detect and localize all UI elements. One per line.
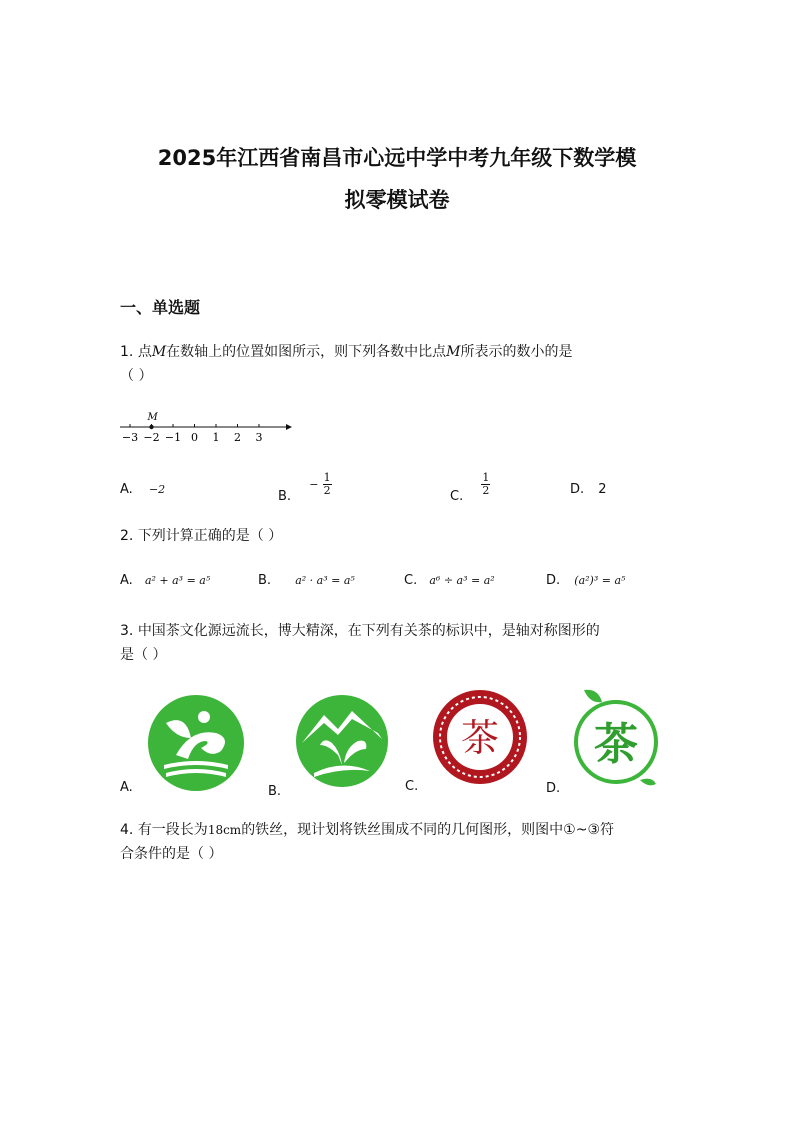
- q2-option-b[interactable]: [258, 573, 355, 588]
- question-number: 3.: [120, 623, 134, 639]
- page-title: 2025年江西省南昌市心远中学中考九年级下数学模: [157, 146, 637, 170]
- number-line-tick-label: 0: [191, 431, 198, 444]
- q3-option-b-label: B.: [268, 784, 282, 799]
- fraction: [481, 472, 490, 497]
- logo-b-circle: [296, 695, 388, 787]
- option-letter: C.: [404, 573, 418, 588]
- fraction-numerator: 1: [482, 471, 490, 484]
- number-line: [118, 404, 298, 446]
- q3-option-a-label: A.: [120, 780, 133, 795]
- tea-logo-a[interactable]: [146, 693, 246, 793]
- number-line-tick-label: 1: [212, 431, 220, 444]
- q3-option-d-label: D.: [546, 781, 561, 796]
- number-line-tick-label: 3: [255, 431, 263, 444]
- question-text: 在数轴上的位置如图所示，则下列各数中比点: [166, 344, 447, 360]
- number-line-tick-label: 2: [234, 431, 241, 444]
- option-letter: D.: [546, 573, 561, 588]
- number-line-arrow: [286, 424, 292, 430]
- tea-logo-b[interactable]: [294, 693, 390, 789]
- variable-m: M: [151, 344, 167, 360]
- option-expression: a² + a³ = a⁵: [144, 574, 211, 587]
- fraction-numerator: 1: [323, 471, 331, 484]
- q1-option-c[interactable]: [450, 471, 490, 504]
- question-2: [120, 524, 282, 548]
- fraction-denominator: 2: [482, 484, 490, 497]
- variable-m: M: [446, 344, 461, 360]
- q2-option-c[interactable]: [404, 573, 495, 588]
- option-expression: a⁶ ÷ a³ = a²: [429, 574, 495, 587]
- point-m: [149, 425, 153, 429]
- logo-c-glyph: 茶: [460, 716, 500, 760]
- number-line-tick-label: −1: [164, 431, 182, 444]
- q1-option-a[interactable]: [120, 482, 165, 497]
- q2-option-a[interactable]: [120, 573, 210, 588]
- option-letter: A.: [120, 482, 133, 497]
- question-number: 1.: [120, 344, 134, 360]
- question-number: 4.: [120, 822, 134, 838]
- question-number: 2.: [120, 528, 134, 544]
- logo-d-leaf-bottom: [640, 779, 656, 786]
- tea-logo-c[interactable]: [432, 689, 528, 785]
- logo-d-glyph: 茶: [594, 719, 638, 770]
- q3-option-c-label: C.: [405, 779, 419, 794]
- option-expression: a² · a³ = a⁵: [295, 574, 355, 587]
- option-value: 2: [598, 482, 607, 497]
- option-value: −2: [148, 483, 166, 496]
- option-letter: B.: [278, 489, 292, 504]
- option-expression: (a²)³ = a⁵: [574, 574, 626, 587]
- answer-paren: （ ）: [120, 368, 153, 384]
- tea-logo-d[interactable]: [568, 684, 668, 790]
- q2-option-d[interactable]: [546, 573, 625, 588]
- question-4: [120, 818, 680, 842]
- question-text: 所表示的数小的是: [460, 344, 573, 360]
- question-text: 点: [137, 344, 152, 360]
- page-title-line2: 拟零模试卷: [344, 188, 450, 212]
- question-text: 下列计算正确的是（ ）: [137, 528, 283, 544]
- question-text: 有一段长为: [137, 822, 208, 838]
- option-letter: C.: [450, 489, 464, 504]
- question-3: [120, 619, 600, 643]
- question-text: 中国茶文化源远流长，博大精深，在下列有关茶的标识中，是轴对称图形的: [137, 623, 600, 639]
- fraction-denominator: 2: [323, 484, 331, 497]
- question-1: [120, 340, 680, 364]
- number-line-tick-label: −2: [143, 431, 160, 444]
- question-text: 的铁丝，现计划将铁丝围成不同的几何图形，则图中①~③符: [241, 822, 615, 838]
- option-letter: D.: [570, 482, 585, 497]
- point-m-label: M: [147, 412, 158, 423]
- length-value: 18cm: [207, 823, 242, 837]
- question-3-line2: 是（ ）: [120, 647, 167, 663]
- logo-a-head: [198, 711, 210, 723]
- q1-option-d[interactable]: [570, 482, 607, 497]
- section-heading: 一、单选题: [120, 298, 201, 317]
- option-letter: A.: [120, 573, 133, 588]
- option-sign: −: [309, 478, 319, 491]
- fraction: [323, 472, 332, 497]
- number-line-tick-label: −3: [121, 431, 139, 444]
- logo-d-leaf: [584, 690, 602, 703]
- q1-option-b[interactable]: [278, 471, 332, 504]
- question-4-line2: 合条件的是（ ）: [120, 846, 223, 862]
- option-letter: B.: [258, 573, 272, 588]
